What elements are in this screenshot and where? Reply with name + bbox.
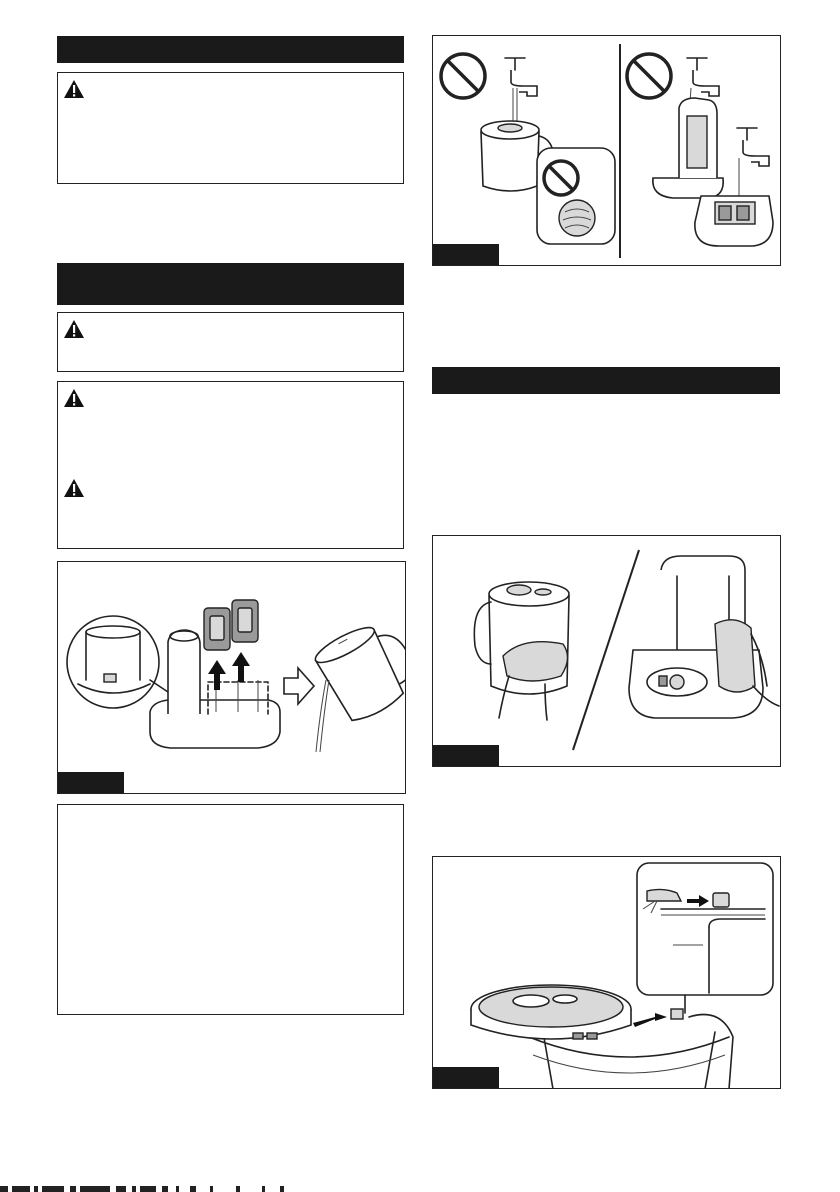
figure-label-tag bbox=[433, 745, 499, 766]
figure-rinse-prohibited bbox=[432, 35, 781, 266]
warning-box-2 bbox=[57, 312, 404, 372]
prohibited-circle-icon bbox=[627, 54, 671, 98]
rinse-prohibited-illustration bbox=[433, 36, 781, 266]
section-heading-bar-3 bbox=[432, 367, 780, 394]
lid-detach-illustration bbox=[433, 857, 781, 1089]
warning-triangle-icon bbox=[63, 388, 85, 408]
footer-print-mark bbox=[0, 1186, 290, 1192]
section-heading-bar-1 bbox=[57, 36, 404, 63]
section-heading-bar-2 bbox=[57, 263, 404, 305]
figure-remove-batteries bbox=[57, 561, 406, 794]
figure-label-tag bbox=[433, 1067, 499, 1088]
figure-label-tag bbox=[58, 772, 124, 793]
wipe-clean-illustration bbox=[433, 536, 781, 767]
warning-triangle-icon bbox=[63, 319, 85, 339]
warning-triangle-icon bbox=[63, 478, 85, 498]
warning-box-3 bbox=[57, 381, 404, 549]
battery-removal-illustration bbox=[58, 562, 406, 794]
warning-box-1 bbox=[57, 72, 404, 184]
warning-triangle-icon bbox=[63, 79, 85, 99]
prohibited-circle-icon bbox=[441, 54, 485, 98]
figure-wipe-clean bbox=[432, 535, 781, 767]
note-box bbox=[57, 804, 404, 1015]
figure-label-tag bbox=[433, 244, 499, 265]
figure-lid-detach bbox=[432, 856, 781, 1089]
